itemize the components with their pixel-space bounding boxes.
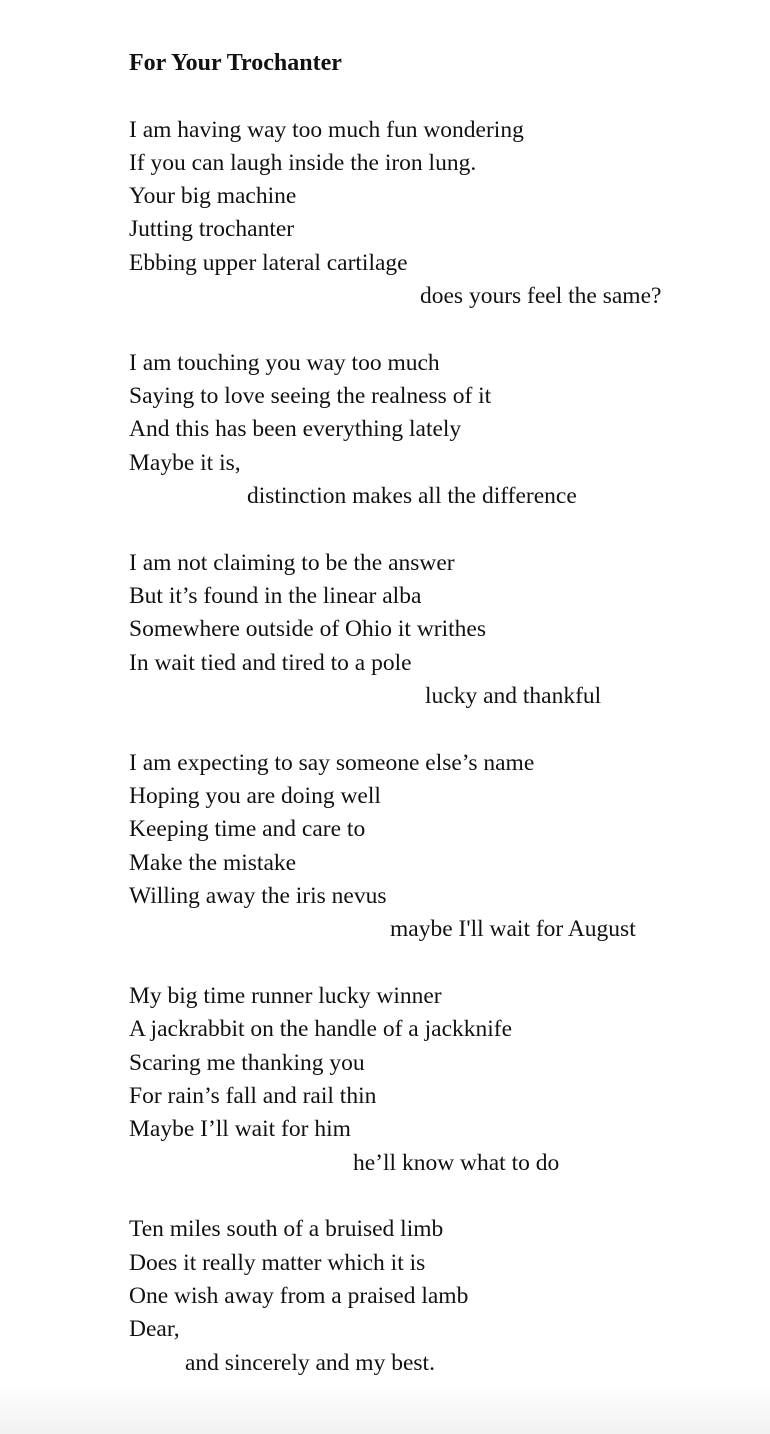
poem-line: Hoping you are doing well [129, 783, 381, 809]
poem-line: Willing away the iris nevus [129, 883, 387, 909]
stanza-coda: lucky and thankful [425, 683, 602, 709]
poem-line: I am having way too much fun wondering [129, 117, 524, 143]
poem-line: Somewhere outside of Ohio it writhes [129, 616, 487, 642]
poem-line: My big time runner lucky winner [129, 983, 442, 1009]
poem-line: I am touching you way too much [129, 350, 440, 376]
poem-line: Maybe I’ll wait for him [129, 1116, 351, 1142]
poem-line: And this has been everything lately [129, 416, 462, 442]
stanza-coda: maybe I'll wait for August [390, 916, 636, 942]
poem-line: If you can laugh inside the iron lung. [129, 150, 477, 176]
stanza-coda: and sincerely and my best. [185, 1350, 435, 1376]
poem-line: In wait tied and tired to a pole [129, 650, 412, 676]
poem-line: Dear, [129, 1316, 180, 1342]
poem-title: For Your Trochanter [129, 50, 342, 76]
poem-line: Scaring me thanking you [129, 1050, 365, 1076]
poem-line: Keeping time and care to [129, 816, 366, 842]
poem-line: One wish away from a praised lamb [129, 1283, 469, 1309]
poem-line: Jutting trochanter [129, 216, 295, 242]
stanza-coda: he’ll know what to do [353, 1150, 560, 1176]
poem-line: But it’s found in the linear alba [129, 583, 422, 609]
poem-line: Ten miles south of a bruised limb [129, 1216, 444, 1242]
poem-line: I am expecting to say someone else’s name [129, 750, 535, 776]
poem-line: Your big machine [129, 183, 297, 209]
poem-line: Ebbing upper lateral cartilage [129, 250, 408, 276]
poem-line: I am not claiming to be the answer [129, 550, 455, 576]
stanza-coda: does yours feel the same? [420, 283, 662, 309]
poem-line: Does it really matter which it is [129, 1250, 426, 1276]
poem-line: A jackrabbit on the handle of a jackknife [129, 1016, 513, 1042]
poem-line: For rain’s fall and rail thin [129, 1083, 377, 1109]
stanza-coda: distinction makes all the difference [247, 483, 577, 509]
poem-line: Make the mistake [129, 850, 297, 876]
poem-line: Maybe it is, [129, 450, 241, 476]
poem-line: Saying to love seeing the realness of it [129, 383, 492, 409]
